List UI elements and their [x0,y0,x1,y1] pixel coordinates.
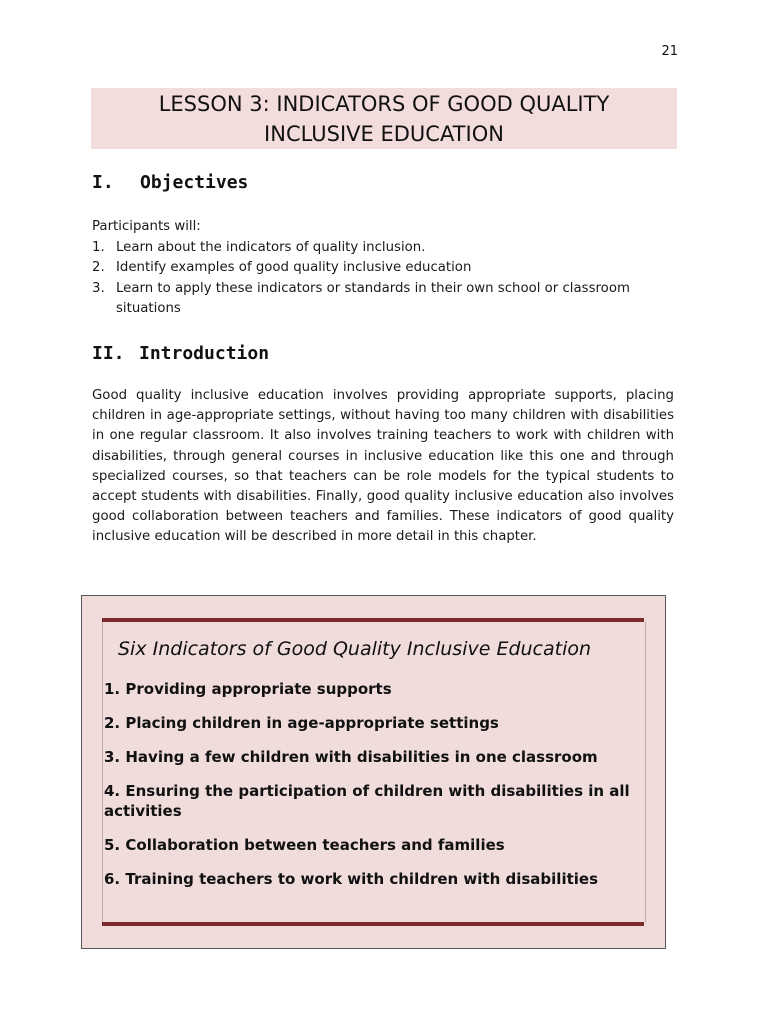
indicators-box [81,595,666,949]
objective-text: Learn to apply these indicators or standards in their own school or classroom situations [116,280,630,316]
lesson-title [91,88,677,149]
objective-text: Identify examples of good quality inclusive education [116,260,472,275]
indicator-number: 6. [104,870,121,888]
indicator-item [104,679,634,699]
objectives-intro: Participants will: [92,219,201,234]
objective-text: Learn about the indicators of quality inclusion. [116,239,426,255]
indicator-item [104,747,634,767]
objectives-heading [92,172,248,193]
indicators-list [104,679,634,903]
indicator-item [104,869,634,889]
lesson-title-line-1: LESSON 3: INDICATORS OF GOOD QUALITY [158,92,610,116]
indicator-number: 4. [104,782,121,800]
indicator-item [104,713,634,733]
objectives-list [92,217,682,320]
indicator-item [104,781,634,821]
indicator-number: 5. [104,836,121,854]
objective-item [92,238,682,259]
lesson-title-line-2: INCLUSIVE EDUCATION [264,122,504,146]
objective-number: 2. [92,260,105,275]
indicator-text: Ensuring the participation of children with disabilities in all activities [104,782,630,820]
introduction-heading [92,343,269,364]
indicator-number: 2. [104,714,121,732]
introduction-heading-number: II. [92,343,125,364]
indicator-text: Providing appropriate supports [125,680,392,698]
indicator-item [104,835,634,855]
indicator-number: 1. [104,680,121,698]
objectives-heading-number: I. [92,172,114,193]
objective-number: 1. [92,239,105,255]
objectives-heading-text: Objectives [140,172,249,193]
page-number: 21 [661,44,678,59]
indicator-text: Placing children in age-appropriate settings [125,714,499,732]
objective-item [92,258,682,279]
box-bottom-rule [102,922,644,926]
indicator-text: Having a few children with disabilities in one classroom [125,748,598,766]
indicators-box-title: Six Indicators of Good Quality Inclusive Education [118,638,592,660]
indicator-number: 3. [104,748,121,766]
introduction-paragraph: Good quality inclusive education involves providing appropriate supports, placing children in age-appropriate settings, without having too many children with disabilities in one regular classroom. It also involves training teachers to work with children with disabilities, through general courses in inclusive education like this one and through specialized courses, so that teachers can be role models for the typical students to accept students with disabilities. Finally, good quality inclusive education also involves good collaboration between teachers and families. These indicators of good quality inclusive education will be described in more detail in this chapter. [92,388,674,545]
objective-number: 3. [92,280,105,296]
indicator-text: Training teachers to work with children with disabilities [125,870,598,888]
introduction-heading-text: Introduction [139,343,270,364]
indicator-text: Collaboration between teachers and families [125,836,505,854]
objective-item [92,279,682,320]
